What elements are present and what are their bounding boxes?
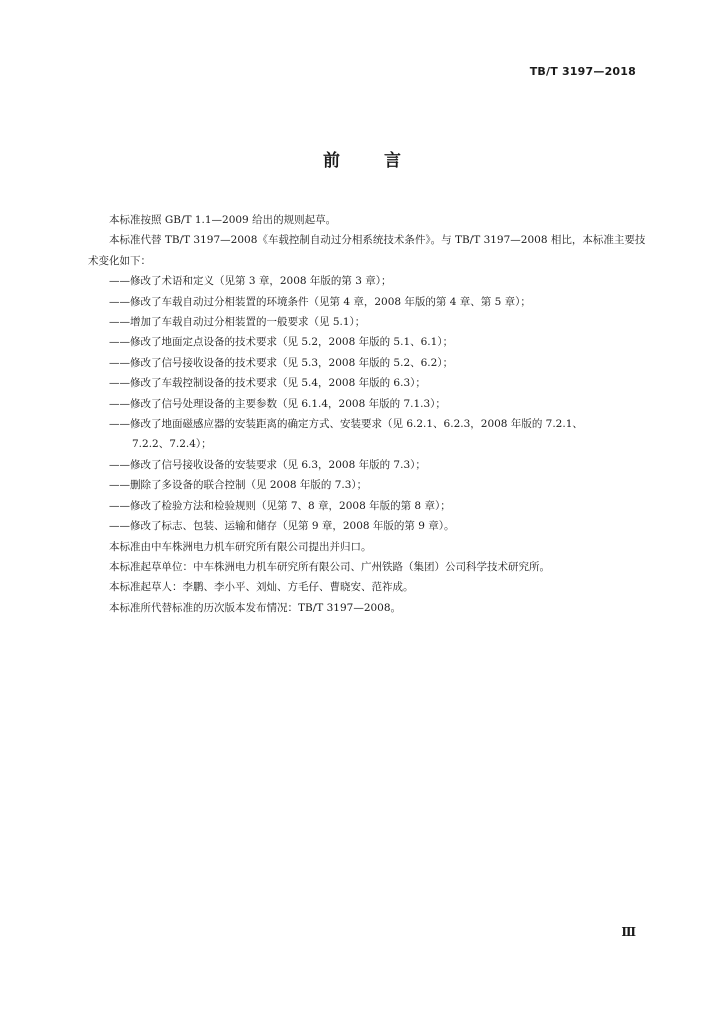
change-item: ——修改了标志、包装、运输和储存（见第 9 章，2008 年版的第 9 章）。 bbox=[109, 520, 455, 533]
change-item: ——修改了术语和定义（见第 3 章，2008 年版的第 3 章）； bbox=[109, 275, 392, 288]
change-item: ——修改了车载自动过分相装置的环境条件（见第 4 章，2008 年版的第 4 章、第 5 章）； bbox=[109, 295, 531, 308]
change-item: ——修改了车载控制设备的技术要求（见 5.4，2008 年版的 6.3）； bbox=[109, 377, 426, 390]
change-item: ——修改了信号处理设备的主要参数（见 6.1.4，2008 年版的 7.1.3）； bbox=[109, 397, 446, 410]
change-item-continuation: 7.2.2、7.2.4）； bbox=[132, 438, 212, 451]
version-history-paragraph: 本标准所代替标准的历次版本发布情况：TB/T 3197—2008。 bbox=[109, 601, 402, 614]
change-item: ——修改了信号接收设备的技术要求（见 5.3，2008 年版的 5.2、6.2）； bbox=[109, 356, 454, 369]
change-item: ——增加了车载自动过分相装置的一般要求（见 5.1）； bbox=[109, 316, 366, 329]
foreword-body bbox=[88, 210, 648, 618]
drafting-unit-paragraph: 本标准起草单位：中车株洲电力机车研究所有限公司、广州铁路（集团）公司科学技术研究所。 bbox=[109, 560, 550, 573]
drafters-paragraph: 本标准起草人：李鹏、李小平、刘灿、方毛仔、曹晓安、范祚成。 bbox=[109, 581, 414, 594]
change-item: ——修改了信号接收设备的安装要求（见 6.3，2008 年版的 7.3）； bbox=[109, 458, 426, 471]
page-title: 前 言 bbox=[323, 151, 401, 171]
drafting-rule-paragraph: 本标准按照 GB/T 1.1—2009 给出的规则起草。 bbox=[109, 214, 337, 226]
standard-code: TB/T 3197—2018 bbox=[529, 65, 636, 78]
proposer-paragraph: 本标准由中车株洲电力机车研究所有限公司提出并归口。 bbox=[109, 540, 372, 553]
replacement-paragraph: 本标准代替 TB/T 3197—2008《车载控制自动过分相系统技术条件》。与 TB/T 3197—2008 相比，本标准主要技术变化如下： bbox=[88, 234, 646, 267]
change-item: ——修改了地面磁感应器的安装距离的确定方式、安装要求（见 6.2.1、6.2.3，2008 年版的 7.2.1、 bbox=[109, 418, 583, 431]
change-item: ——修改了检验方法和检验规则（见第 7、8 章，2008 年版的第 8 章）； bbox=[109, 499, 451, 512]
page-number: Ⅲ bbox=[621, 925, 636, 939]
change-item: ——修改了地面定点设备的技术要求（见 5.2，2008 年版的 5.1、6.1）； bbox=[109, 336, 454, 349]
change-item: ——删除了多设备的联合控制（见 2008 年版的 7.3）； bbox=[109, 479, 368, 492]
